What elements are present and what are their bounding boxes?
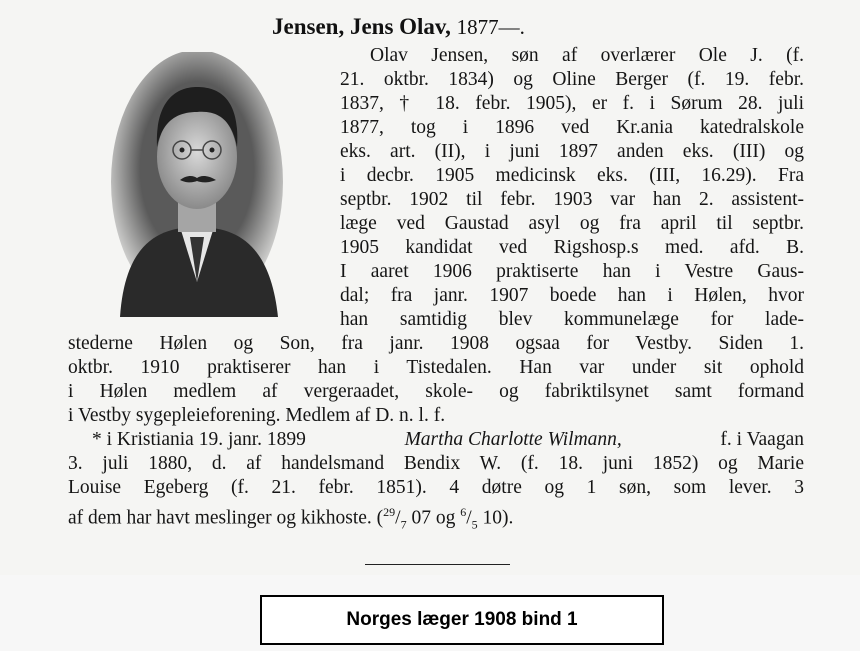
date1-denominator: 7 [400,517,407,532]
marriage-line [92,428,804,452]
text-line: 3. juli 1880, d. af handelsmand Bendix W. (f. 18. juni 1852) og Marie [68,453,804,474]
caption-text: Norges læger 1908 bind 1 [346,609,578,630]
marriage-suffix: f. i Vaagan [720,429,804,450]
date2-numerator: 6 [460,505,467,519]
last-line-text: af dem har havt meslinger og kikhoste. ( [68,507,384,529]
entry-name: Jensen, Jens Olav, [272,14,451,39]
text-line: i Vestby sygepleieforening. Medlem af D. n. l. f. [68,405,446,426]
text-line: i decbr. 1905 medicinsk eks. (III, 16.29). Fra [340,165,804,186]
date1-year: 07 og [411,507,456,529]
date2-year: 10). [482,507,514,529]
text-line: i Hølen medlem af vergeraadet, skole- og fabriktilsynet samt formand [68,381,804,402]
text-line: eks. art. (II), i juni 1897 anden eks. (III) og [340,141,804,162]
text-line: 1877, tog i 1896 ved Kr.ania katedralskole [340,117,804,138]
text-line: 1905 kandidat ved Rigshosp.s med. afd. B. [340,237,804,258]
text-line: 1837, † 18. febr. 1905), er f. i Sørum 28. juli [340,93,804,114]
date1-numerator: 29 [383,505,396,519]
entry-years: 1877—. [456,15,525,39]
text-line: oktbr. 1910 praktiserer han i Tistedalen. Han var under sit ophold [68,357,804,378]
text-line: dal; fra janr. 1907 boede han i Hølen, hvor [340,285,804,306]
text-line: læge ved Gaustad asyl og fra april til septbr. [340,213,804,234]
marriage-prefix: * i Kristiania 19. janr. 1899 [92,429,306,450]
spouse-name: Martha Charlotte Wilmann, [404,429,622,450]
text-line: stederne Hølen og Son, fra janr. 1908 ogsaa for Vestby. Siden 1. [68,333,804,354]
caption-box [260,595,664,645]
text-line: Olav Jensen, søn af overlærer Ole J. (f. [370,45,804,66]
text-line: han samtidig blev kommunelæge for lade- [340,309,804,330]
text-line: I aaret 1906 praktiserte han i Vestre Gaus- [340,261,804,282]
date2-denominator: 5 [471,517,478,532]
section-divider [365,564,510,565]
text-line: Louise Egeberg (f. 21. febr. 1851). 4 døtre og 1 søn, som lever. 3 [68,477,804,498]
text-line: septbr. 1902 til febr. 1903 var han 2. assistent- [340,189,804,210]
text-line: 21. oktbr. 1834) og Oline Berger (f. 19. febr. [340,69,804,90]
last-line: af dem har havt meslinger og kikhoste. ($^{29}/_7$ 07 og $^6/_5$ 10). [68,505,514,532]
